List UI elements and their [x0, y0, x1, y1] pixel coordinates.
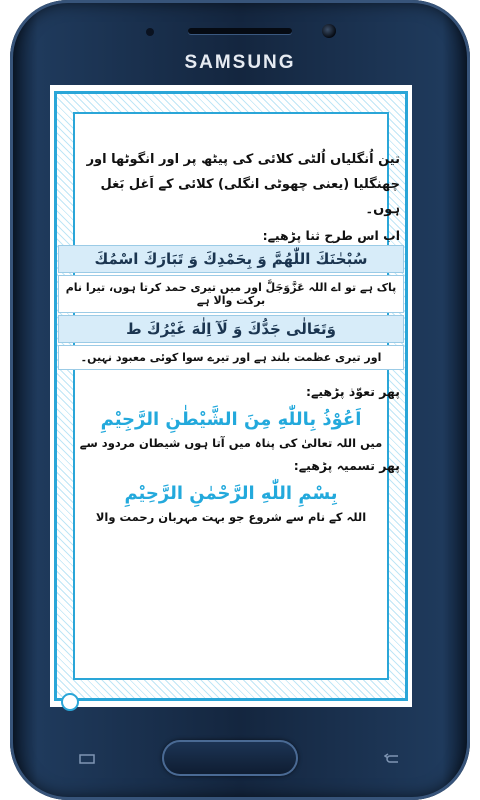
taawwuz-arabic: اَعُوْذُ بِاللّٰهِ مِنَ الشَّيْطٰنِ الرَّجِيْمِ	[100, 409, 362, 430]
tasmiya-heading: پھر تسمیہ پڑھیے:	[293, 458, 400, 473]
scroll-indicator[interactable]	[61, 693, 79, 711]
recent-apps-icon[interactable]	[74, 752, 100, 766]
tasmiya-translation: اللہ کے نام سے شروع جو بہت مہربان رحمت والا	[95, 510, 367, 524]
tasmiya-arabic: بِسْمِ اللّٰهِ الرَّحْمٰنِ الرَّحِيْمِ	[124, 483, 338, 504]
back-icon[interactable]	[380, 752, 406, 766]
sana-translation-1: پاک ہے تو اے اللہ عَزَّوَجَلَّ اور میں تیری حمد کرتا ہوں، تیرا نام برکت والا ہے	[58, 275, 404, 313]
sana-translation-2: اور تیری عظمت بلند ہے اور تیرے سوا کوئی معبود نہیں۔	[58, 345, 404, 370]
front-camera-icon	[322, 24, 336, 38]
brand-logo: SAMSUNG	[184, 52, 296, 73]
sana-arabic-2: وَتَعَالٰی جَدُّكَ وَ لَآ اِلٰهَ غَيْرُكَ ط	[58, 315, 404, 343]
instruction-paragraph: تین اُنگلیاں اُلٹی کلائی کی پیٹھ پر اور انگوٹھا اور چھنگلیا (یعنی چھوٹی انگلی) کلائی کے اَغل بَغل ہوں۔	[86, 152, 400, 217]
taawwuz-translation: میں اللہ تعالیٰ کی پناہ میں آتا ہوں شیطان مردود سے	[79, 436, 383, 450]
sana-arabic-1: سُبْحٰنَكَ اللّٰهُمَّ وَ بِحَمْدِكَ وَ تَبَارَكَ اسْمُكَ	[58, 245, 404, 273]
home-button-icon[interactable]	[162, 740, 298, 776]
speaker-grille-icon	[188, 28, 292, 34]
proximity-sensor-icon	[146, 28, 154, 36]
sana-heading: اب اس طرح ثنا پڑھیے:	[262, 228, 400, 243]
screen[interactable]	[50, 85, 412, 707]
content-area[interactable]	[58, 147, 404, 532]
taawwuz-heading: پھر تعوّذ پڑھیے:	[306, 384, 400, 399]
